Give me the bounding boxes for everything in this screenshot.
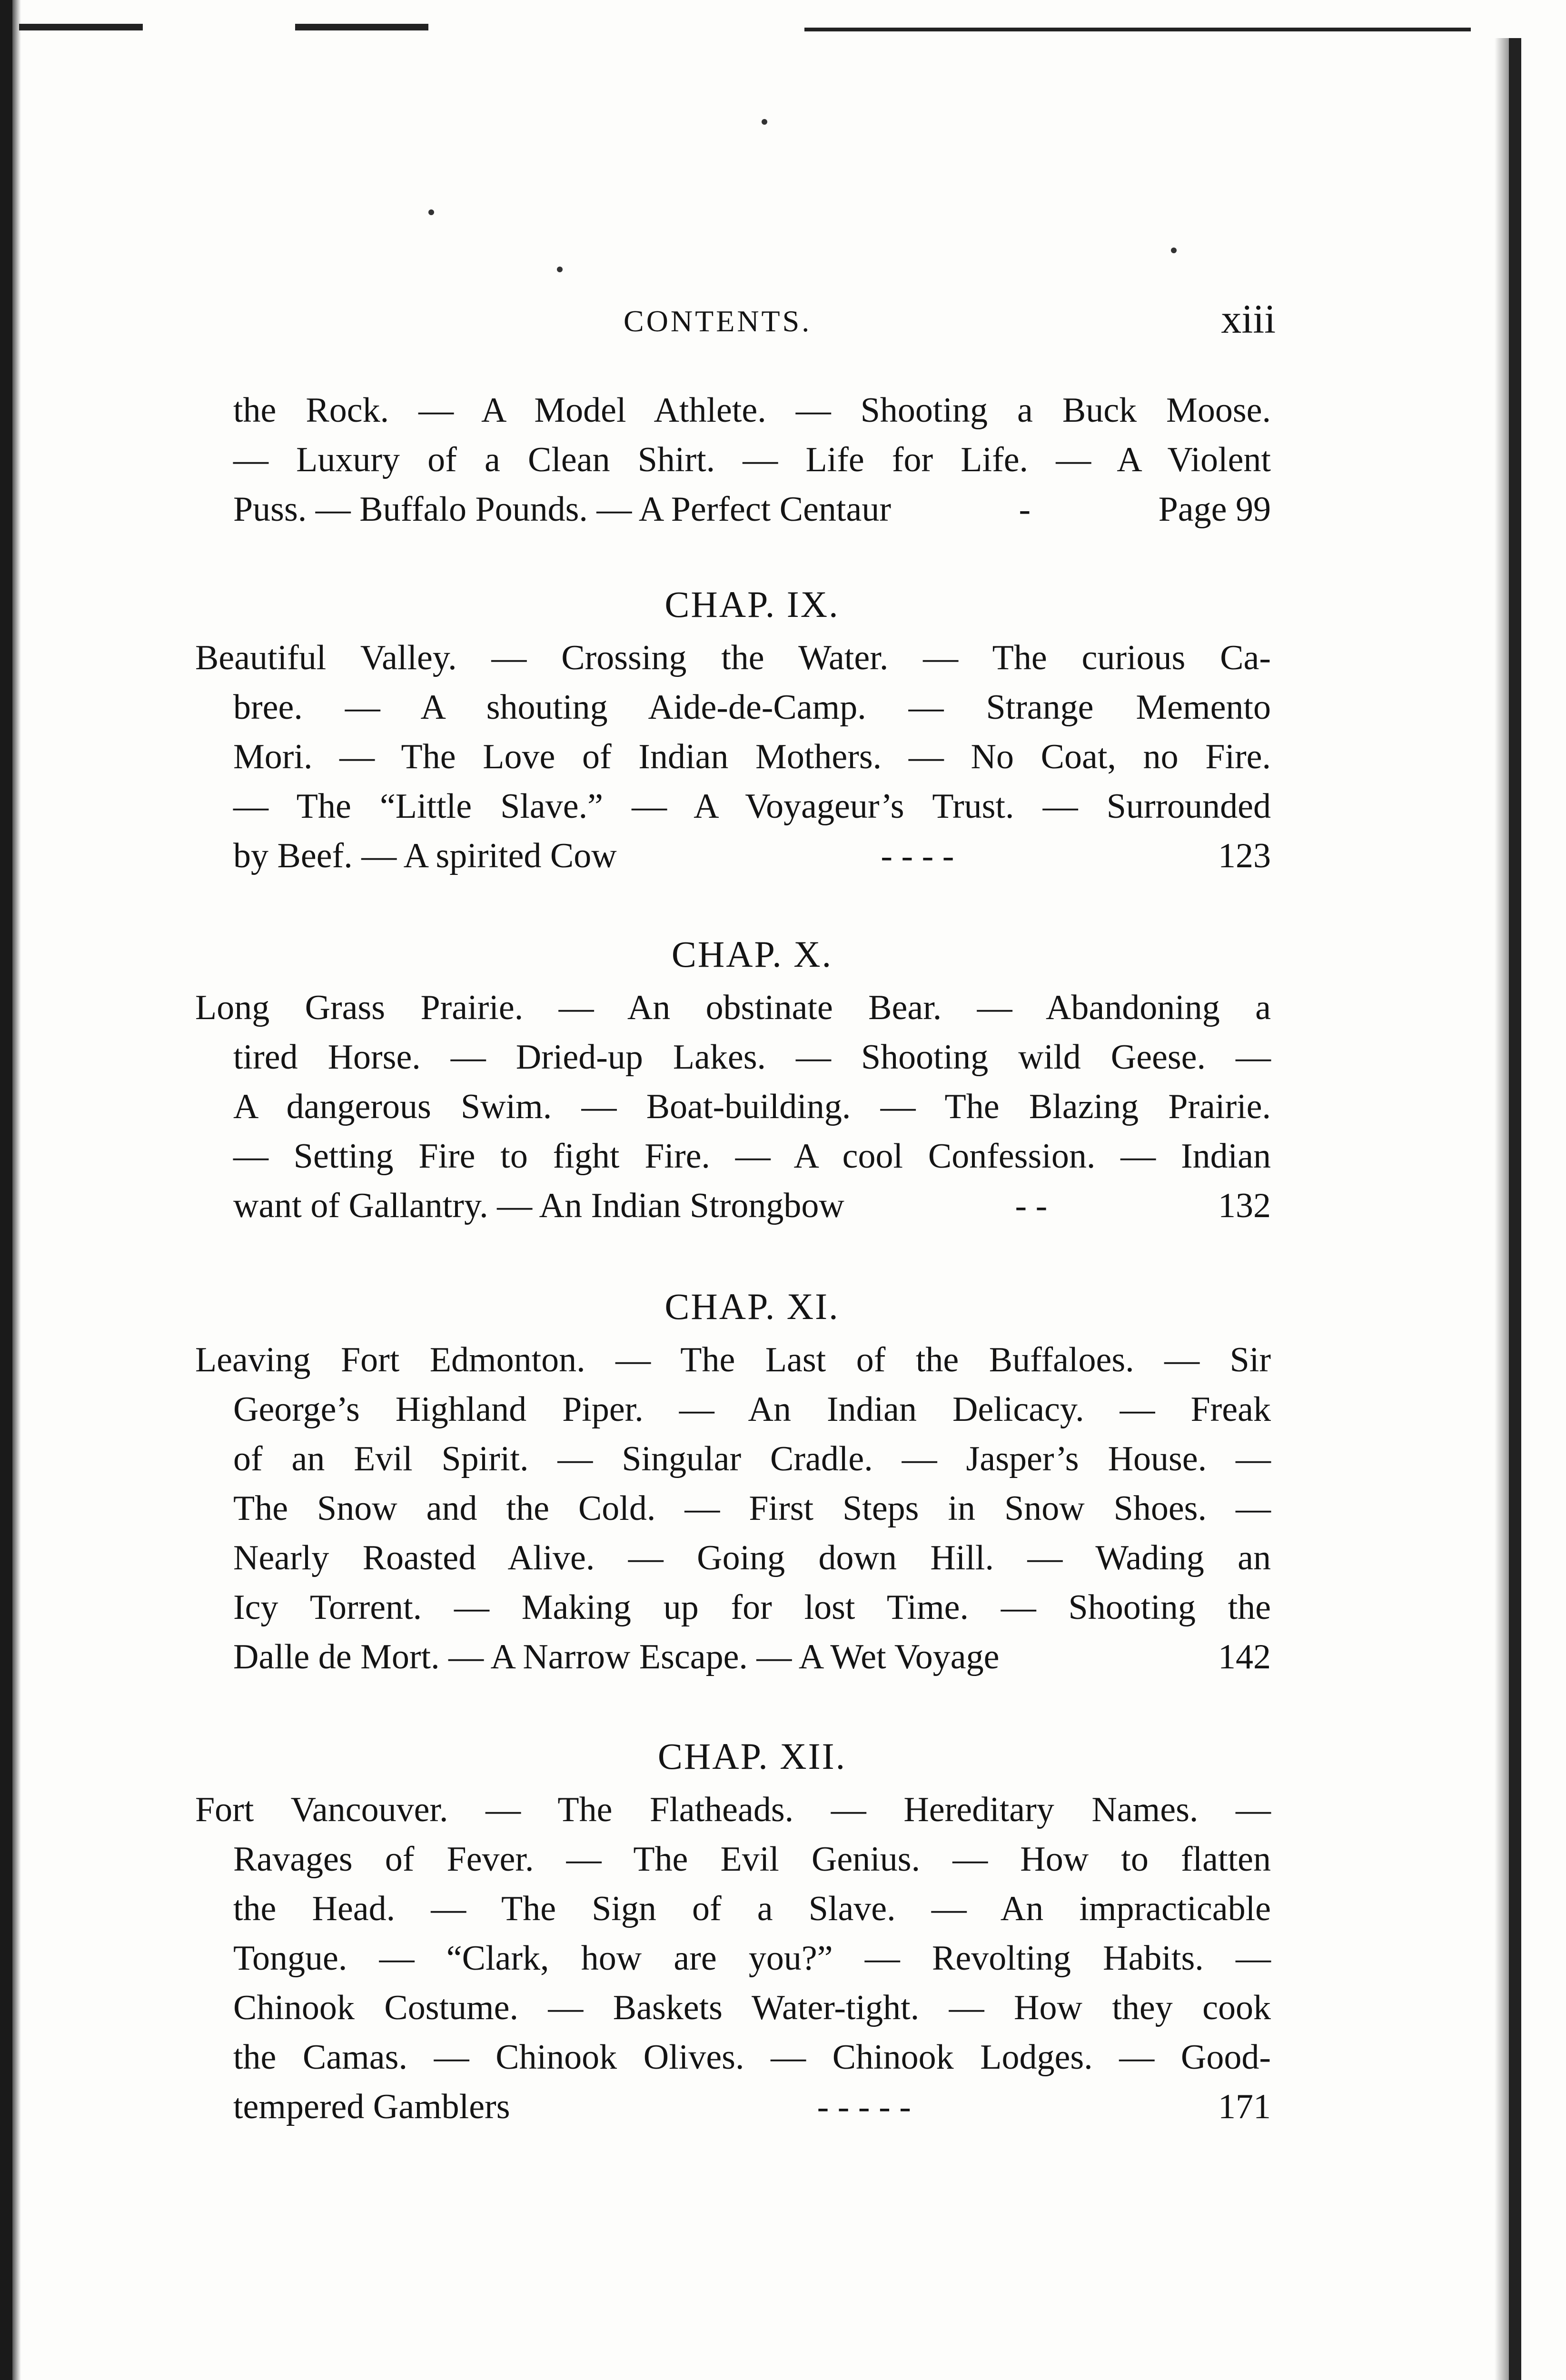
chapter-title: CHAP. X.: [671, 933, 833, 975]
summary-line: the Head. — The Sign of a Slave. — An impracticable: [233, 1889, 1271, 1928]
page-ref: 171: [1218, 2087, 1271, 2126]
page-leader: [1099, 1632, 1118, 1682]
summary-line: Mori. — The Love of Indian Mothers. — No Coat, no Fire.: [233, 737, 1271, 776]
summary-line: Chinook Costume. — Baskets Water-tight. — How they cook: [233, 1988, 1271, 2027]
scan-edge-right: [1509, 38, 1521, 2380]
chapter-entry: [195, 926, 1271, 1230]
chapter-entry: [195, 576, 1271, 881]
summary-line: — The “Little Slave.” — A Voyageur’s Trust. — Surrounded: [233, 787, 1271, 826]
chapter-summary: [195, 1335, 1271, 1682]
summary-last-line: [233, 831, 1271, 881]
page-ref: 123: [1218, 836, 1271, 875]
scan-top-mark: [19, 24, 143, 30]
page-ref: 132: [1218, 1186, 1271, 1225]
summary-line: Nearly Roasted Alive. — Going down Hill. — Wading an: [233, 1538, 1271, 1577]
summary-line: of an Evil Spirit. — Singular Cradle. — Jasper’s House. —: [233, 1439, 1271, 1478]
continued-entry: [233, 386, 1271, 534]
page-ref: Page 99: [1158, 490, 1271, 529]
summary-line: Ravages of Fever. — The Evil Genius. — How to flatten: [233, 1840, 1271, 1879]
page-leader: - - - -: [881, 836, 954, 875]
summary-text: want of Gallantry. — An Indian Strongbow: [233, 1186, 844, 1225]
summary-last-line: [233, 485, 1271, 534]
summary-line: Fort Vancouver. — The Flatheads. — Hereditary Names. —: [195, 1790, 1271, 1829]
summary-line: — Setting Fire to fight Fire. — A cool Confession. — Indian: [233, 1137, 1271, 1176]
summary-line: The Snow and the Cold. — First Steps in Snow Shoes. —: [233, 1489, 1271, 1528]
summary-line: Long Grass Prairie. — An obstinate Bear. — Abandoning a: [195, 988, 1271, 1027]
scan-speck: [762, 119, 767, 125]
scan-speck: [557, 267, 563, 272]
scan-edge-left: [0, 0, 12, 2380]
summary-line: the Camas. — Chinook Olives. — Chinook Lodges. — Good-: [233, 2038, 1271, 2077]
scan-top-mark: [295, 24, 428, 30]
summary-text: Dalle de Mort. — A Narrow Escape. — A Wet Voyage: [233, 1637, 1000, 1676]
summary-last-line: [233, 1181, 1271, 1230]
chapter-title: CHAP. IX.: [664, 584, 840, 625]
summary-line: — Luxury of a Clean Shirt. — Life for Life. — A Violent: [233, 440, 1271, 479]
summary-line: bree. — A shouting Aide-de-Camp. — Strange Memento: [233, 688, 1271, 727]
summary-last-line: [233, 1632, 1271, 1682]
summary-line: A dangerous Swim. — Boat-building. — The Blazing Prairie.: [233, 1087, 1271, 1126]
summary-text: Puss. — Buffalo Pounds. — A Perfect Centaur: [233, 490, 891, 529]
chapter-summary: [195, 1785, 1271, 2132]
summary-line: tired Horse. — Dried-up Lakes. — Shooting wild Geese. —: [233, 1038, 1271, 1077]
summary-line: the Rock. — A Model Athlete. — Shooting a Buck Moose.: [233, 391, 1271, 430]
summary-line: George’s Highland Piper. — An Indian Delicacy. — Freak: [233, 1390, 1271, 1429]
page-leader: -: [1019, 490, 1031, 529]
chapter-summary: [195, 983, 1271, 1230]
summary-line: Beautiful Valley. — Crossing the Water. — The curious Ca-: [195, 638, 1271, 677]
page-leader: - -: [1015, 1186, 1048, 1225]
scan-shadow-left: [12, 0, 21, 2380]
scan-speck: [428, 209, 434, 215]
scan-shadow-right: [1495, 38, 1509, 2380]
summary-line: Leaving Fort Edmonton. — The Last of the Buffaloes. — Sir: [195, 1340, 1271, 1379]
chapter-title: CHAP. XII.: [657, 1735, 847, 1777]
page-leader: - - - - -: [817, 2087, 911, 2126]
chapter-entry: [195, 1278, 1271, 1682]
page-number: xiii: [1221, 296, 1276, 342]
chapter-entry: [195, 1728, 1271, 2132]
page-ref: 142: [1218, 1637, 1271, 1676]
summary-last-line: [233, 2082, 1271, 2132]
chapter-summary: [195, 633, 1271, 881]
scan-top-mark: [804, 28, 1471, 31]
chapter-title: CHAP. XI.: [664, 1286, 840, 1327]
summary-line: Icy Torrent. — Making up for lost Time. — Shooting the: [233, 1588, 1271, 1627]
scan-speck: [1171, 248, 1177, 253]
summary-line: Tongue. — “Clark, how are you?” — Revolting Habits. —: [233, 1939, 1271, 1978]
page-header: [238, 295, 1276, 352]
summary-text: by Beef. — A spirited Cow: [233, 836, 617, 875]
running-head: CONTENTS.: [624, 304, 812, 338]
summary-text: tempered Gamblers: [233, 2087, 510, 2126]
